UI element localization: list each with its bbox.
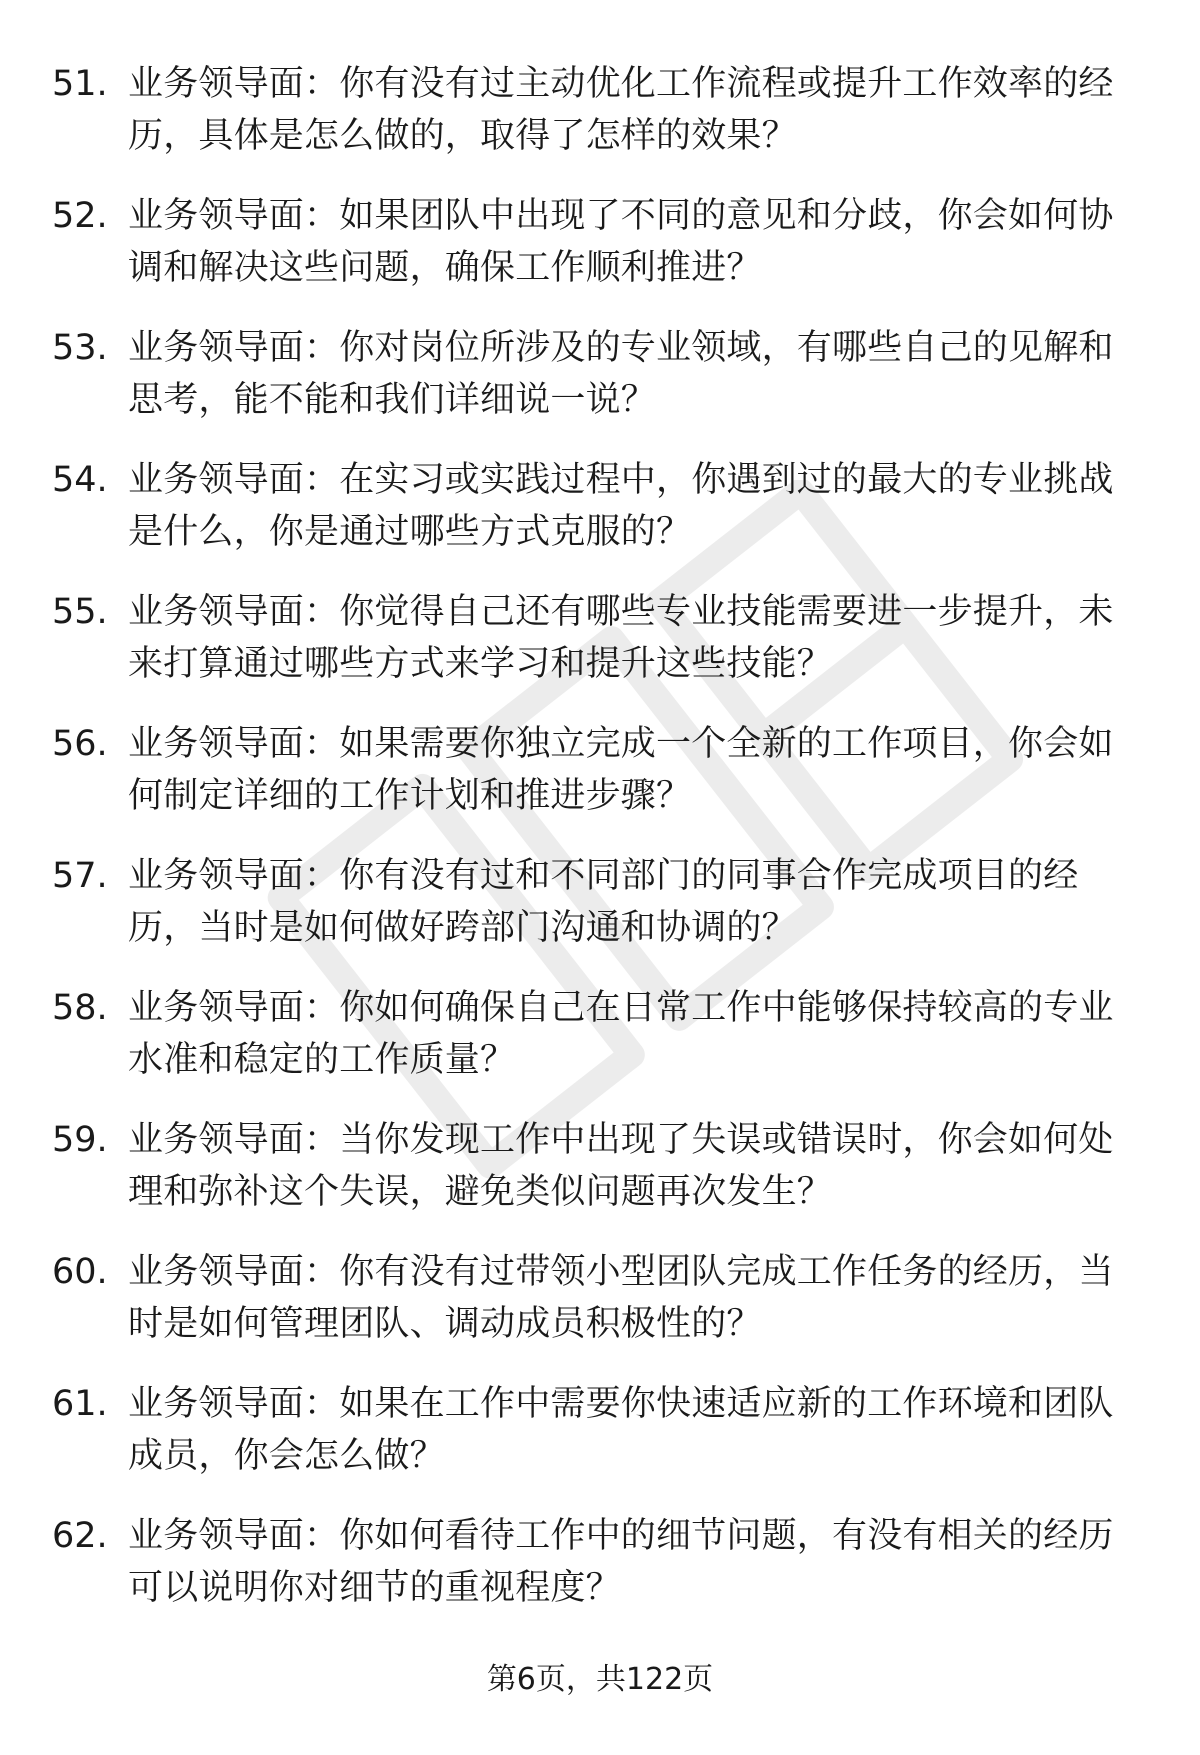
question-item — [52, 58, 1152, 190]
question-number: 55. — [52, 592, 108, 632]
question-number: 52. — [52, 196, 108, 236]
question-text: 业务领导面：如果需要你独立完成一个全新的工作项目，你会如何制定详细的工作计划和推进步骤？ — [128, 724, 1114, 816]
question-text: 业务领导面：在实习或实践过程中，你遇到过的最大的专业挑战是什么，你是通过哪些方式克服的？ — [128, 460, 1114, 552]
question-item — [52, 1114, 1152, 1246]
page-footer — [0, 1660, 1200, 1700]
question-number: 62. — [52, 1516, 108, 1556]
question-text: 业务领导面：你觉得自己还有哪些专业技能需要进一步提升，未来打算通过哪些方式来学习和提升这些技能？ — [128, 592, 1114, 684]
question-number: 60. — [52, 1252, 108, 1292]
question-text: 业务领导面：如果团队中出现了不同的意见和分歧，你会如何协调和解决这些问题，确保工作顺利推进？ — [128, 196, 1114, 288]
question-list — [52, 58, 1152, 1642]
question-number: 57. — [52, 856, 108, 896]
question-text: 业务领导面：你对岗位所涉及的专业领域，有哪些自己的见解和思考，能不能和我们详细说一说？ — [128, 328, 1114, 420]
question-number: 56. — [52, 724, 108, 764]
question-number: 51. — [52, 64, 108, 104]
question-number: 54. — [52, 460, 108, 500]
question-text: 业务领导面：你有没有过和不同部门的同事合作完成项目的经历，当时是如何做好跨部门沟通和协调的？ — [128, 856, 1079, 948]
question-item — [52, 718, 1152, 850]
question-item — [52, 1378, 1152, 1510]
question-text: 业务领导面：你如何确保自己在日常工作中能够保持较高的专业水准和稳定的工作质量？ — [128, 988, 1114, 1080]
question-item — [52, 454, 1152, 586]
question-number: 58. — [52, 988, 108, 1028]
question-text: 业务领导面：当你发现工作中出现了失误或错误时，你会如何处理和弥补这个失误，避免类似问题再次发生？ — [128, 1120, 1114, 1212]
question-item — [52, 190, 1152, 322]
question-text: 业务领导面：如果在工作中需要你快速适应新的工作环境和团队成员，你会怎么做？ — [128, 1384, 1114, 1476]
question-text: 业务领导面：你如何看待工作中的细节问题，有没有相关的经历可以说明你对细节的重视程度？ — [128, 1516, 1114, 1608]
question-item — [52, 1510, 1152, 1642]
question-number: 59. — [52, 1120, 108, 1160]
question-text: 业务领导面：你有没有过带领小型团队完成工作任务的经历，当时是如何管理团队、调动成员积极性的？ — [128, 1252, 1114, 1344]
question-number: 61. — [52, 1384, 108, 1424]
question-text: 业务领导面：你有没有过主动优化工作流程或提升工作效率的经历，具体是怎么做的，取得了怎样的效果？ — [128, 64, 1114, 156]
question-item — [52, 322, 1152, 454]
question-item — [52, 1246, 1152, 1378]
question-number: 53. — [52, 328, 108, 368]
question-item — [52, 586, 1152, 718]
page-number-label: 第6页，共122页 — [486, 1662, 714, 1697]
question-item — [52, 850, 1152, 982]
question-item — [52, 982, 1152, 1114]
